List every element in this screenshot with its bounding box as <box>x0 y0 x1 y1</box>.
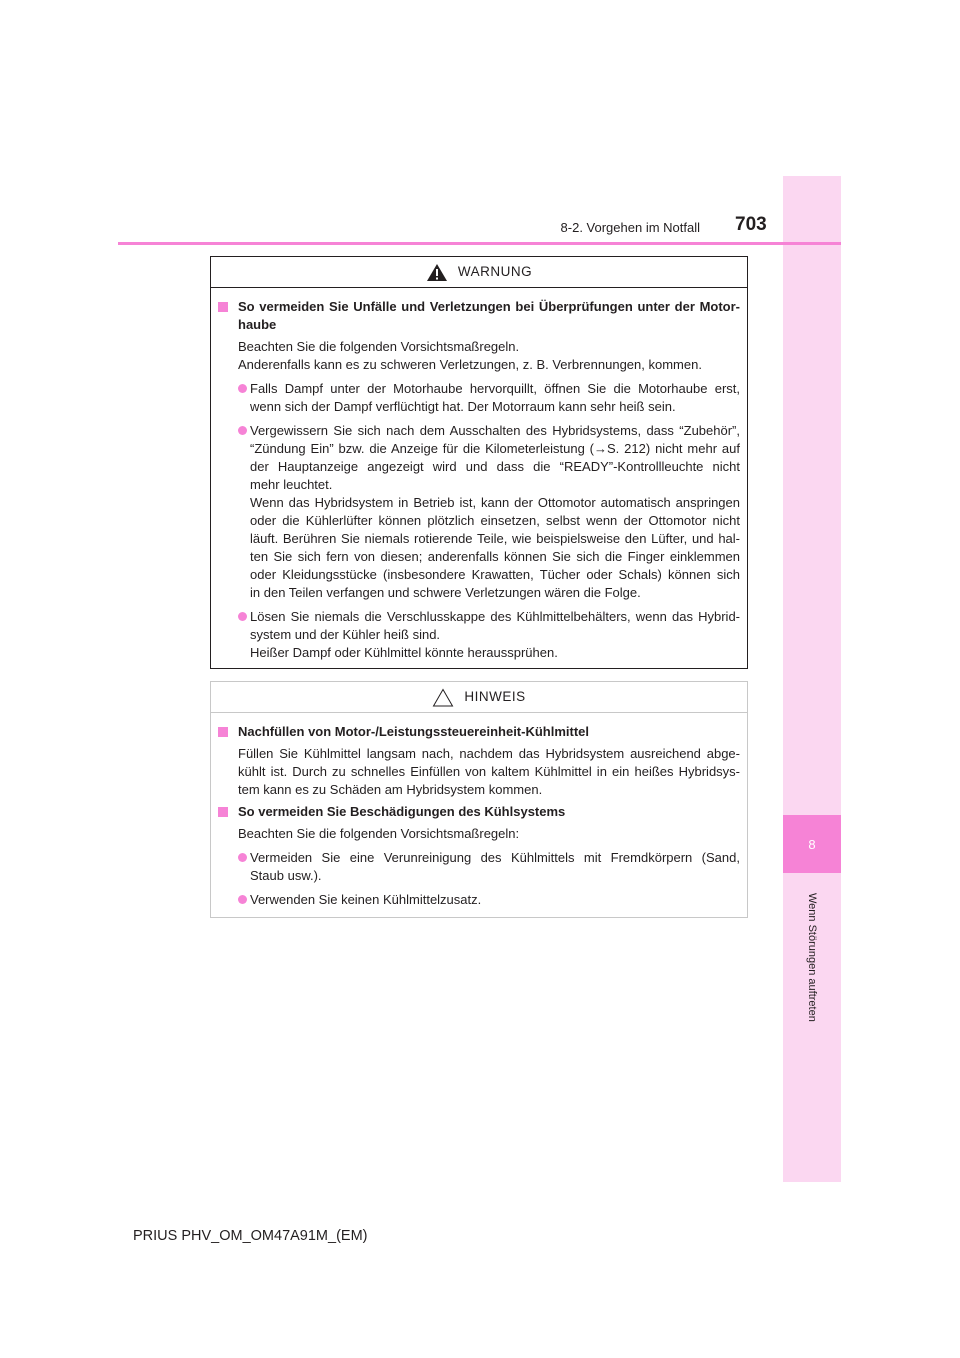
notice-title: HINWEIS <box>464 689 526 704</box>
text-line: Vergewissern Sie sich nach dem Ausschalten des Hybridsystems, dass “Zubehör”, <box>250 423 740 438</box>
warning-bullet-hybrid-off <box>218 422 740 602</box>
footer-document-id: PRIUS PHV_OM_OM47A91M_(EM) <box>133 1228 368 1244</box>
text-line: wenn sich der Dampf verflüchtigt hat. Der Motorraum kann sehr heiß sein. <box>250 399 676 414</box>
notice-para-refill <box>218 745 740 799</box>
warning-triangle-icon <box>426 263 448 282</box>
text-line: Nachfüllen von Motor-/Leistungssteuereinheit-Kühlmittel <box>238 724 590 739</box>
warning-header <box>211 257 747 288</box>
text-line: Lösen Sie niemals die Verschlusskappe des Kühlmittelbehälters, wenn das Hybrid- <box>250 609 740 624</box>
notice-bullet-contamination <box>218 849 740 885</box>
text-line: ten Sie sich fern von diesen; anderenfalls können Sie sich die Finger einklemmen <box>250 549 740 564</box>
round-bullet-icon <box>238 612 247 621</box>
text-line: Verwenden Sie keinen Kühlmittelzusatz. <box>250 892 482 907</box>
notice-para-damage <box>218 825 740 843</box>
notice-bullet-additive <box>218 891 740 909</box>
page-number: 703 <box>735 214 767 235</box>
text-line: kühlt ist. Durch zu schnelles Einfüllen von kaltem Kühlmittel in ein heißes Hybridsys- <box>238 764 740 779</box>
text-line: Wenn das Hybridsystem in Betrieb ist, kann der Ottomotor automatisch anspringen <box>250 495 740 510</box>
warning-title: WARNUNG <box>457 264 533 279</box>
round-bullet-icon <box>238 384 247 393</box>
chapter-title-container <box>783 880 841 1035</box>
text-line: Heißer Dampf oder Kühlmittel könnte heraussprühen. <box>250 645 558 660</box>
warning-bullet-cap <box>218 608 740 662</box>
text-line: So vermeiden Sie Unfälle und Verletzungen bei Überprüfungen unter der Motor- <box>238 299 740 314</box>
warning-body <box>211 288 747 662</box>
round-bullet-icon <box>238 895 247 904</box>
round-bullet-icon <box>238 426 247 435</box>
text-line: haube <box>238 317 277 332</box>
notice-box <box>210 681 748 918</box>
text-line: Vermeiden Sie eine Verunreinigung des Kühlmittels mit Fremdkörpern (Sand, <box>250 850 740 865</box>
text-line: oder die Kühlerlüfter können plötzlich einsetzen, selbst wenn der Ottomotor nicht <box>250 513 740 528</box>
text-line: Falls Dampf unter der Motorhaube hervorquillt, öffnen Sie die Motorhaube erst, <box>250 381 740 396</box>
text-line: läuft. Berühren Sie niemals rotierende Teile, wie beispielsweise den Lüfter, und hal- <box>250 531 740 546</box>
text-line: “Zündung Ein” bzw. die Anzeige für die Kilometerleistung (→S. 212) nicht mehr auf <box>250 441 740 456</box>
chapter-number: 8 <box>783 815 841 873</box>
notice-body <box>211 713 747 909</box>
text-line: Beachten Sie die folgenden Vorsichtsmaßregeln: <box>238 826 520 841</box>
header-divider <box>118 242 841 245</box>
text-line: Anderenfalls kann es zu schweren Verletzungen, z. B. Verbrennungen, kommen. <box>238 357 702 372</box>
text-line: in den Teilen verfangen und schwere Verletzungen wären die Folge. <box>250 585 641 600</box>
text-line: tem kann es zu Schäden am Hybridsystem kommen. <box>238 782 543 797</box>
text-line: mehr leuchtet. <box>250 477 333 492</box>
square-bullet-icon <box>218 807 228 817</box>
square-bullet-icon <box>218 727 228 737</box>
chapter-title: Wenn Störungen auftreten <box>806 893 818 1022</box>
warning-bullet-steam <box>218 380 740 416</box>
caution-triangle-icon <box>432 688 454 707</box>
square-bullet-icon <box>218 302 228 312</box>
text-line: Füllen Sie Kühlmittel langsam nach, nachdem das Hybridsystem ausreichend abge- <box>238 746 740 761</box>
text-line: Beachten Sie die folgenden Vorsichtsmaßregeln. <box>238 339 520 354</box>
notice-header <box>211 682 747 713</box>
notice-heading-damage <box>218 803 740 821</box>
text-line: system und der Kühler heiß sind. <box>250 627 441 642</box>
notice-heading-refill <box>218 723 740 741</box>
text-line: So vermeiden Sie Beschädigungen des Kühlsystems <box>238 804 566 819</box>
warning-box <box>210 256 748 669</box>
warning-intro <box>218 338 740 374</box>
text-line: oder Kleidungsstücke (insbesondere Krawatten, Tücher oder Schals) können sich <box>250 567 740 582</box>
warning-heading <box>218 298 740 334</box>
text-line: Staub usw.). <box>250 868 322 883</box>
round-bullet-icon <box>238 853 247 862</box>
text-line: der Hauptanzeige angezeigt wird und dass die “READY”-Kontrollleuchte nicht <box>250 459 740 474</box>
section-title: 8-2. Vorgehen im Notfall <box>560 220 700 235</box>
